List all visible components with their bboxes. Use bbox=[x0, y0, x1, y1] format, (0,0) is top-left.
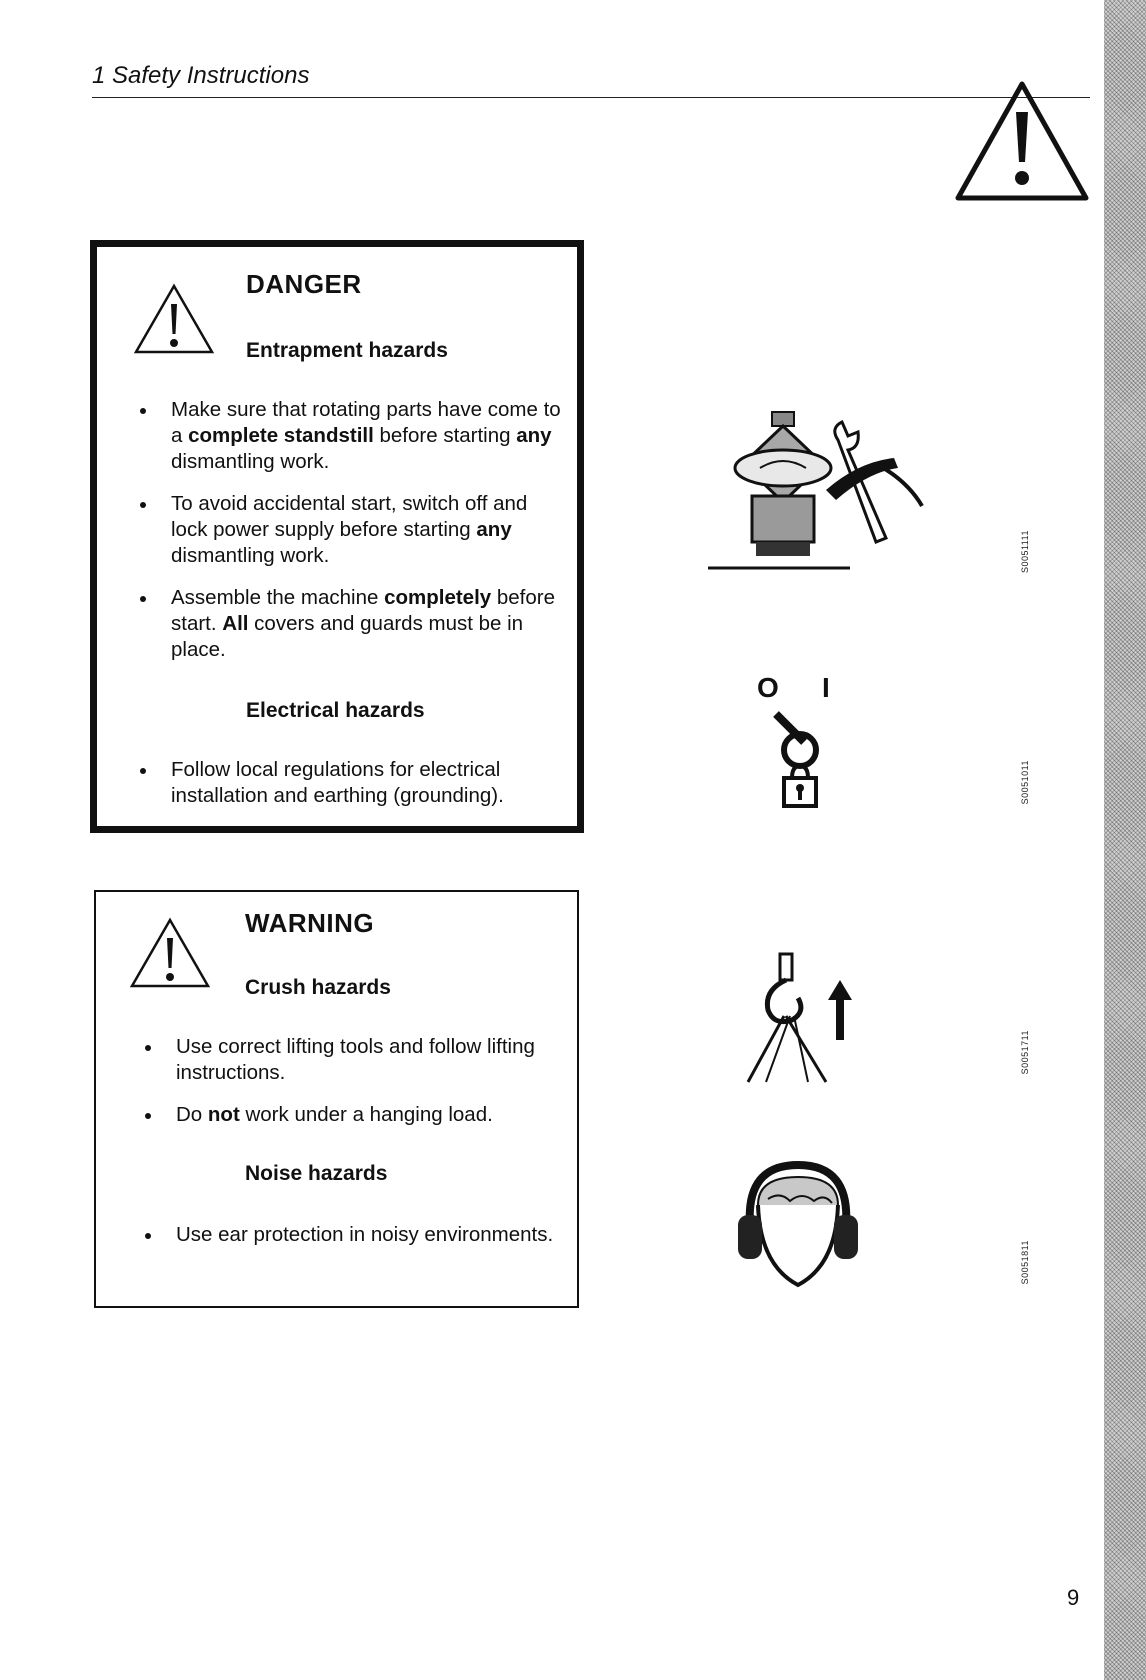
bold-text: not bbox=[207, 1103, 240, 1126]
machine-dismantling-icon bbox=[708, 410, 928, 575]
text-run: before starting bbox=[373, 424, 517, 447]
warning-icon bbox=[128, 916, 212, 992]
danger-section-heading: Electrical hazards bbox=[246, 699, 425, 722]
list-item bbox=[113, 757, 568, 809]
danger-warning-icon bbox=[132, 282, 216, 358]
warning-list bbox=[118, 1222, 558, 1264]
text-run: To avoid accidental start, switch off and lock power supply before starting bbox=[171, 492, 528, 541]
switch-on-label: I bbox=[822, 672, 830, 703]
text-run: Use correct lifting tools and follow lifting instructions. bbox=[176, 1035, 535, 1084]
text-run: before start. bbox=[171, 586, 556, 635]
list-item bbox=[118, 1034, 558, 1086]
warning-section-heading: Crush hazards bbox=[245, 976, 391, 999]
power-lock-icon bbox=[770, 708, 830, 810]
header-rule bbox=[92, 97, 1090, 98]
danger-box bbox=[90, 240, 584, 833]
warning-list bbox=[118, 1034, 558, 1144]
bold-text: completely bbox=[384, 586, 492, 609]
page-header-title: 1 Safety Instructions bbox=[92, 62, 310, 89]
text-run: Do bbox=[176, 1103, 208, 1126]
ear-protection-icon bbox=[728, 1155, 868, 1290]
warning-section-heading: Noise hazards bbox=[245, 1162, 388, 1185]
warning-box bbox=[94, 890, 579, 1308]
text-run: Use ear protection in noisy environments. bbox=[176, 1223, 554, 1246]
list-item bbox=[113, 585, 568, 663]
text-run: dismantling work. bbox=[171, 544, 330, 567]
text-run: work under a hanging load. bbox=[239, 1103, 493, 1126]
switch-off-label: O bbox=[757, 672, 779, 703]
danger-title: DANGER bbox=[246, 269, 362, 299]
list-item bbox=[113, 491, 568, 569]
list-item bbox=[113, 397, 568, 475]
warning-title: WARNING bbox=[245, 908, 375, 938]
list-item bbox=[118, 1102, 558, 1128]
text-run: covers and guards must be in place. bbox=[171, 612, 524, 661]
text-run: Make sure that rotating parts have come to a bbox=[171, 398, 561, 447]
bold-text: All bbox=[222, 612, 249, 635]
text-run: Follow local regulations for electrical installation and earthing (grounding). bbox=[171, 758, 504, 807]
pictogram-code: S0051811 bbox=[1020, 1240, 1030, 1285]
bold-text: any bbox=[476, 518, 512, 541]
lifting-hook-icon bbox=[740, 950, 860, 1090]
pictogram-code: S0051711 bbox=[1020, 1030, 1030, 1075]
danger-list bbox=[113, 397, 568, 679]
list-item bbox=[118, 1222, 558, 1248]
pictogram-code: S0051111 bbox=[1020, 530, 1030, 574]
danger-section-heading: Entrapment hazards bbox=[246, 339, 448, 362]
bold-text: complete standstill bbox=[188, 424, 374, 447]
page-number: 9 bbox=[1067, 1585, 1080, 1610]
text-run: dismantling work. bbox=[171, 450, 330, 473]
danger-list bbox=[113, 757, 568, 825]
warning-triangle-icon bbox=[952, 78, 1092, 204]
page-edge-pattern bbox=[1104, 0, 1146, 1680]
pictogram-code: S0051011 bbox=[1020, 760, 1030, 805]
bold-text: any bbox=[516, 424, 552, 447]
text-run: Assemble the machine bbox=[171, 586, 385, 609]
